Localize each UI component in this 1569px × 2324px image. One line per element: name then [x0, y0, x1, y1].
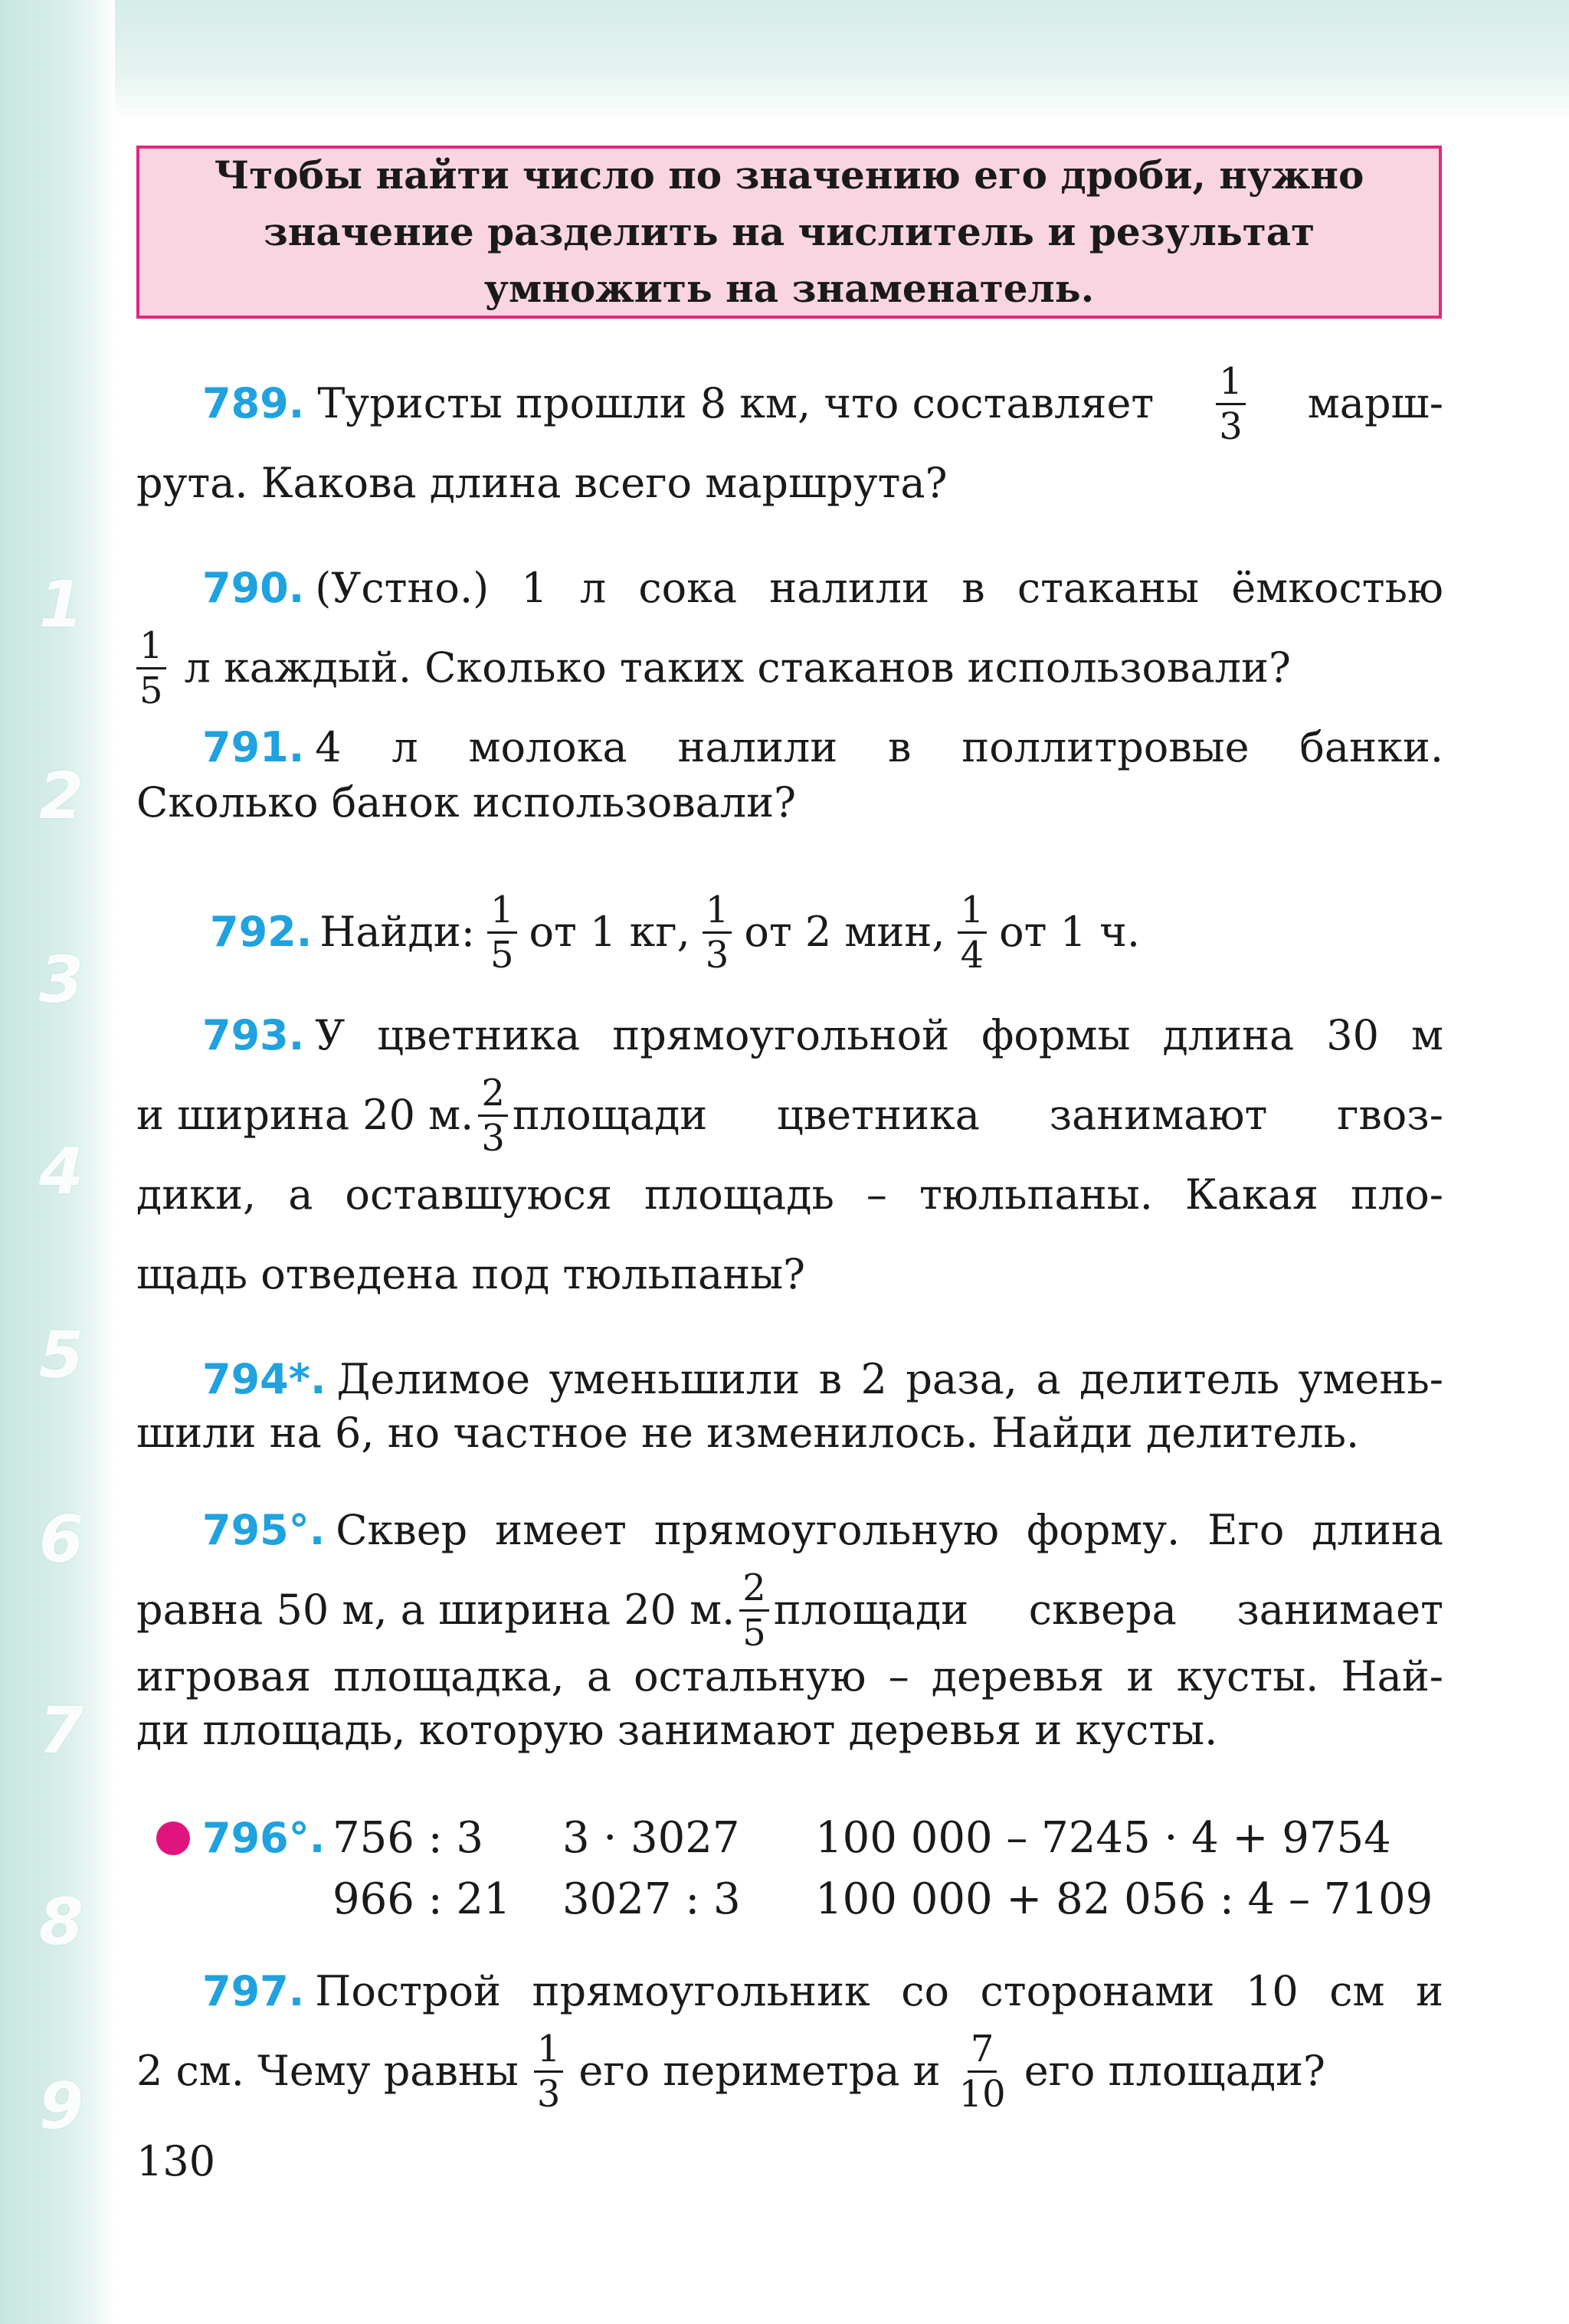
problem-794: 794*. Делимое уменьшили в 2 раза, а делитель умень- шили на 6, но частное не изменилось. Найди делитель. [136, 1353, 1443, 1460]
calc-expression: 3 · 3027 [562, 1813, 740, 1863]
calc-expression: 100 000 + 82 056 : 4 – 7109 [815, 1874, 1433, 1924]
problem-number: 794*. [202, 1355, 326, 1403]
problem-795: 795°. Сквер имеет прямоугольную форму. Его длина равна 50 м, а ширина 20 м. $\frac{2}{5}$ площади сквера занимает игровая площадка, а остальную – деревья и кусты. Най- ди площадь, которую занимают деревья и кусты. [136, 1491, 1443, 1757]
fraction: $\frac{2}{5}$ [739, 1566, 769, 1655]
side-number: 2 [38, 758, 84, 833]
problem-number-796: 796°. [202, 1814, 326, 1862]
fraction: $\frac{1}{5}$ [136, 624, 166, 712]
problem-number: 792. [210, 908, 313, 956]
problem-number: 795°. [202, 1506, 326, 1554]
problem-791: 791. 4 л молока налили в поллитровые банки. Сколько банок использовали? [136, 720, 1443, 830]
side-number: 4 [38, 1134, 84, 1209]
problem-789: 789. Туристы прошли 8 км, что составляет $\frac{1}{3}$ марш- рута. Какова длина всего маршрута? [136, 359, 1443, 507]
side-number: 5 [38, 1317, 84, 1393]
fraction: $\frac{1}{3}$ [534, 2028, 564, 2116]
side-number: 9 [38, 2068, 84, 2143]
side-number: 3 [38, 942, 84, 1017]
problem-number: 789. [202, 379, 305, 427]
fraction: $\frac{1}{4}$ [958, 889, 988, 977]
rule-box [136, 146, 1442, 319]
problem-number: 791. [202, 723, 305, 771]
problem-number: 797. [202, 1967, 305, 2015]
fraction: $\frac{2}{3}$ [478, 1072, 508, 1160]
problem-number: 793. [202, 1011, 305, 1059]
fraction: $\frac{1}{5}$ [487, 889, 517, 977]
bullet-icon [156, 1822, 190, 1855]
problem-792: 792. Найди: $\frac{1}{5}$ от 1 кг, $\frac{1}{3}$ от 2 мин, $\frac{1}{4}$ от 1 ч. [210, 888, 1141, 977]
side-number: 8 [38, 1884, 84, 1959]
calc-expression: 966 : 21 [332, 1874, 511, 1924]
page-number: 130 [136, 2137, 216, 2185]
fraction: $\frac{7}{10}$ [958, 2027, 1006, 2116]
side-number: 1 [38, 567, 84, 642]
side-decor-band [0, 0, 115, 2324]
calc-expression: 100 000 – 7245 · 4 + 9754 [815, 1813, 1391, 1863]
top-decor-band [0, 0, 1569, 123]
calc-expression: 756 : 3 [332, 1813, 483, 1863]
side-number: 7 [38, 1693, 84, 1768]
side-number: 6 [38, 1501, 84, 1576]
problem-793: 793. У цветника прямоугольной формы длина 30 м и ширина 20 м. $\frac{2}{3}$ площади цветника занимают гвоз- дики, а оставшуюся площадь – тюльпаны. Какая пло- щадь отведена под тюльпаны? [136, 996, 1443, 1314]
problem-number: 790. [202, 564, 305, 612]
calc-expression: 3027 : 3 [562, 1874, 741, 1924]
problem-797: 797. Построй прямоугольник со сторонами 10 см и 2 см. Чему равны $\frac{1}{3}$ его периметра и $\frac{7}{10}$ его площади? [136, 1952, 1443, 2111]
fraction: $\frac{1}{3}$ [703, 889, 732, 977]
problem-790: 790. (Устно.) 1 л сока налили в стаканы ёмкостью $\frac{1}{5}$ л каждый. Сколько таких стаканов использовали? [136, 548, 1443, 708]
fraction: $\frac{1}{3}$ [1216, 360, 1246, 448]
rule-text: Чтобы найти число по значению его дроби, нужно значение разделить на числитель и результат умножить на знаменатель. [214, 152, 1364, 311]
